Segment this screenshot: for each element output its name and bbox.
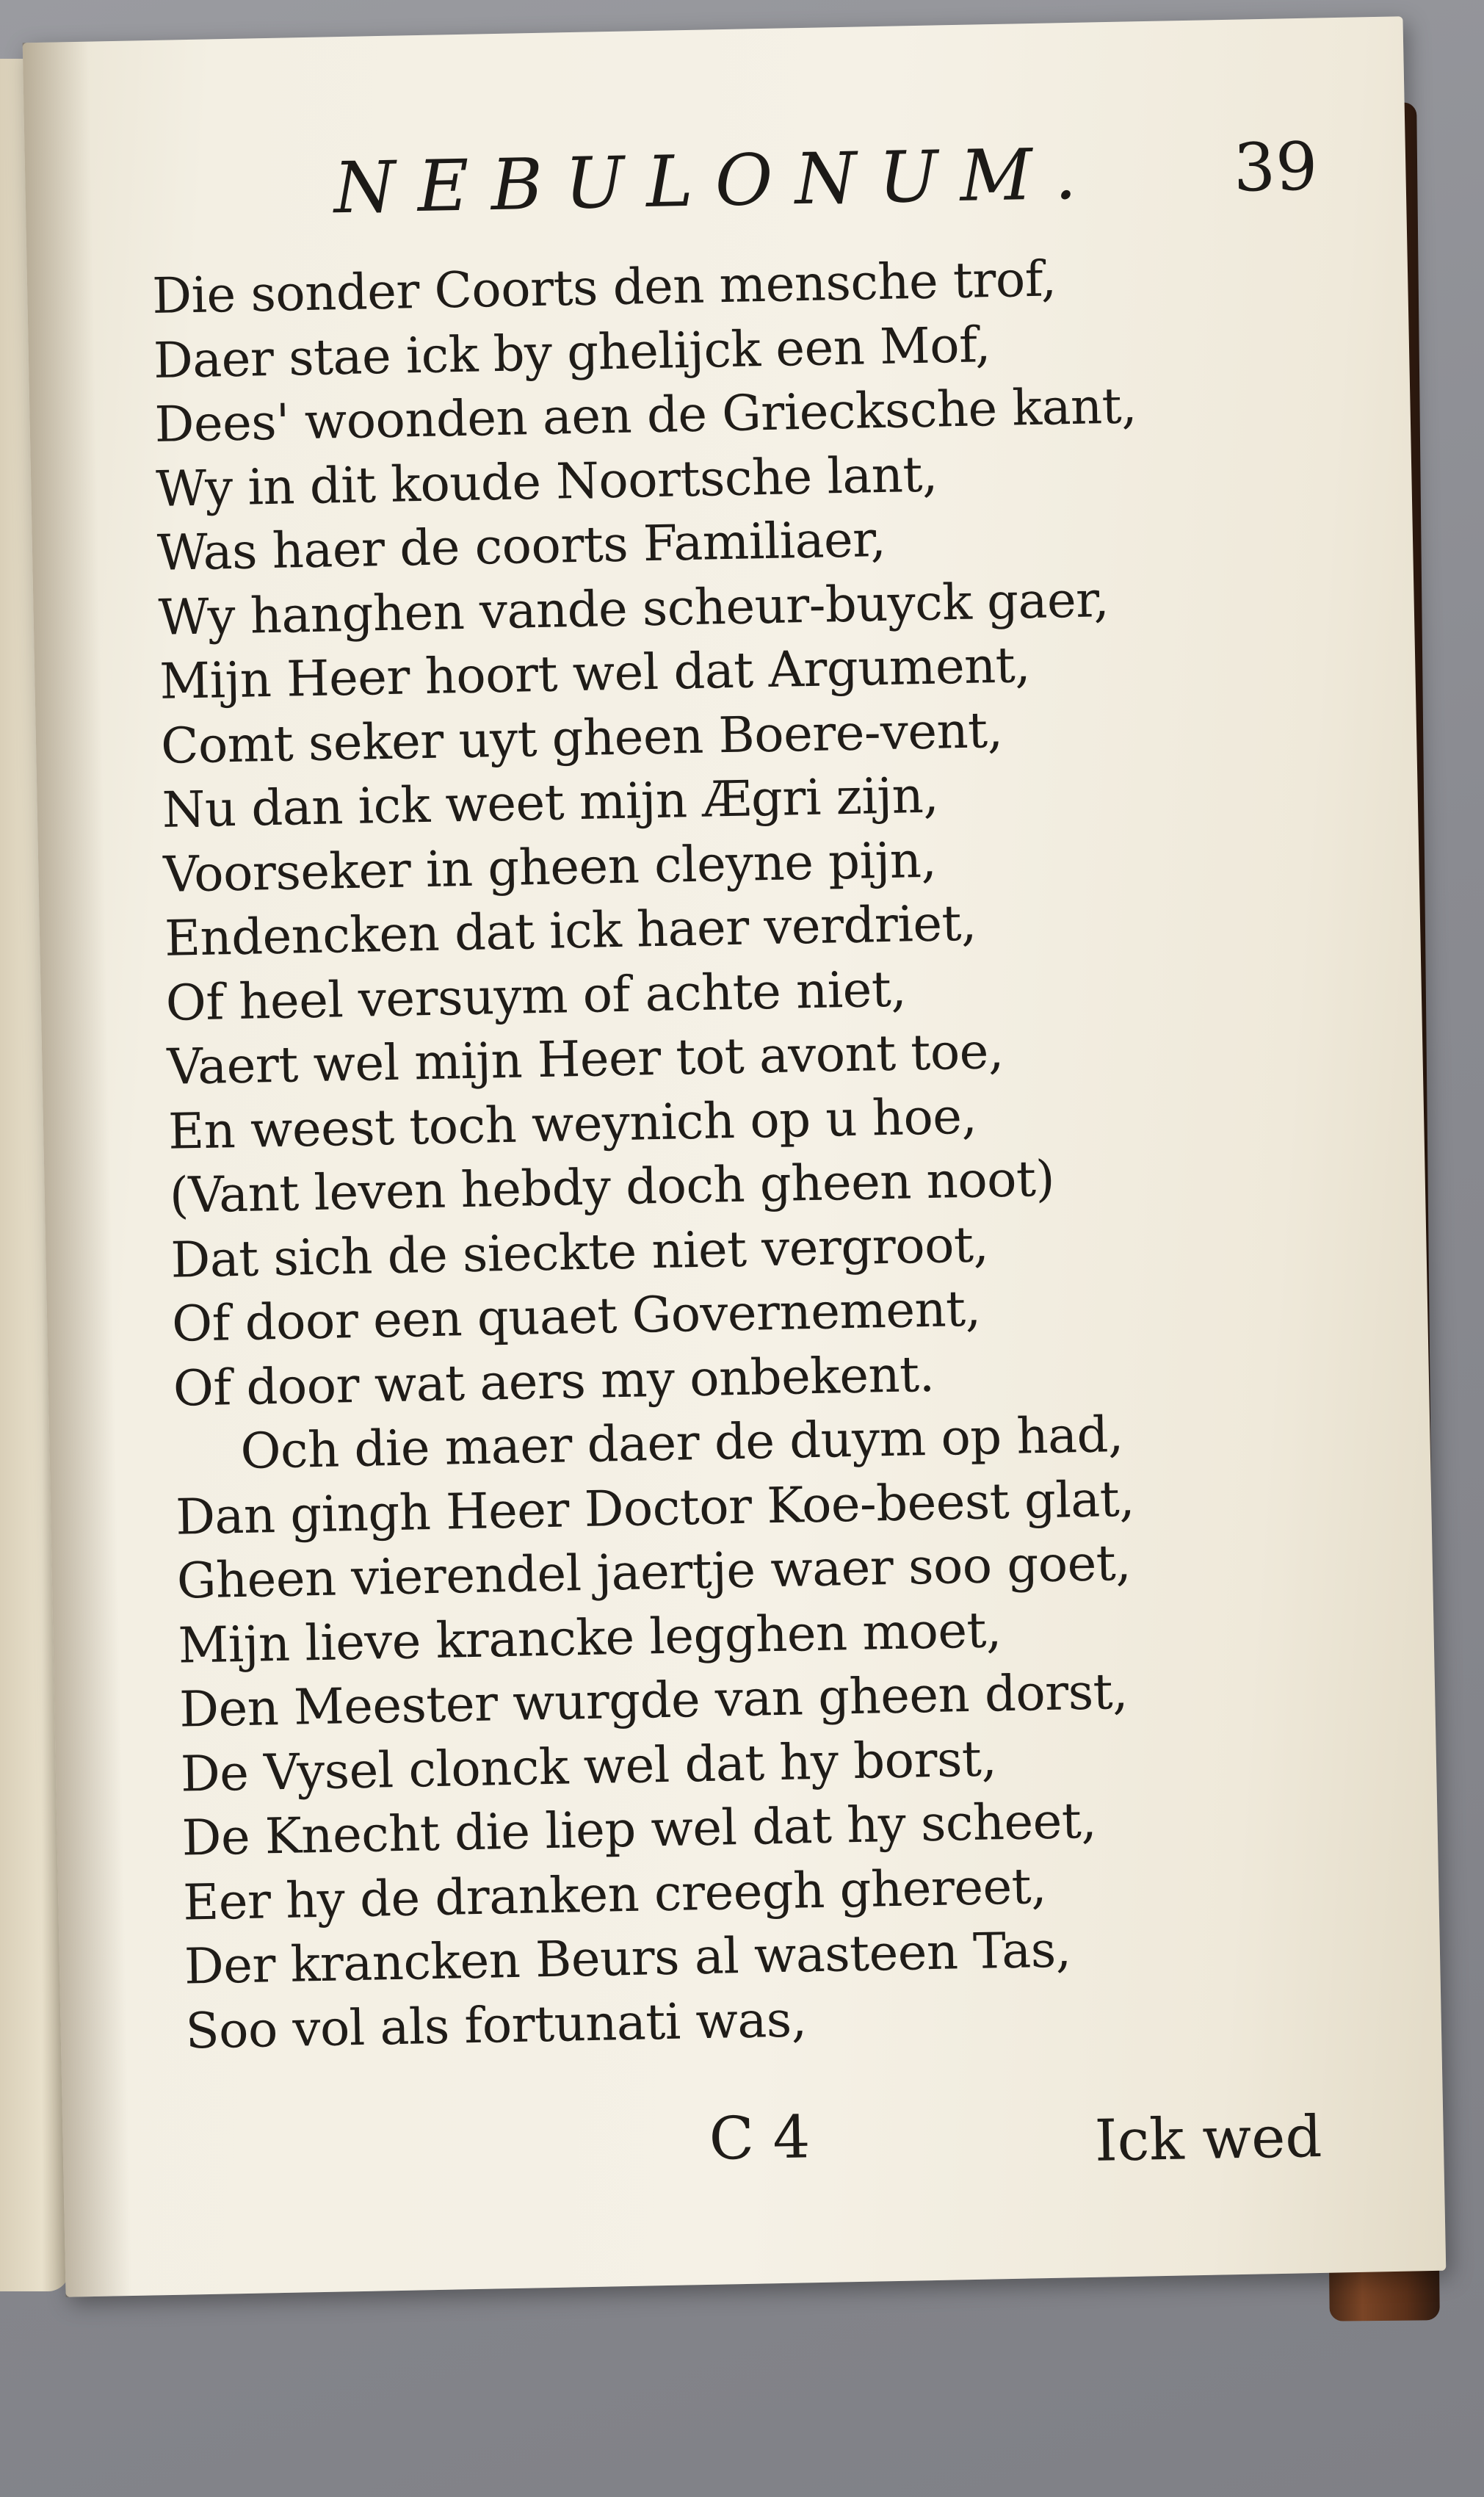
running-title: NEBULONUM. bbox=[333, 132, 1100, 230]
verse-line: Dat sich de sieckte niet vergroot, bbox=[170, 1215, 989, 1289]
catchword: Ick wed bbox=[1093, 2103, 1323, 2175]
verse-line: Comt seker uyt gheen Boere-vent, bbox=[160, 701, 1004, 775]
verse-line: Eer hy de dranken creegh ghereet, bbox=[182, 1857, 1047, 1932]
verse-line: Of heel versuym of achte niet, bbox=[165, 959, 907, 1032]
verse-line: Der krancken Beurs al wasteen Tas, bbox=[184, 1920, 1072, 1995]
verse-text bbox=[152, 243, 1288, 2063]
verse-line: Die sonder Coorts den mensche trof, bbox=[151, 250, 1057, 325]
verse-line: Endencken dat ick haer verdriet, bbox=[164, 894, 977, 967]
verse-line: Was haer de coorts Familiaer, bbox=[156, 510, 886, 582]
verse-line: De Knecht die liep wel dat hy scheet, bbox=[181, 1791, 1097, 1867]
page-header bbox=[333, 129, 1320, 258]
verse-line: Soo vol als fortunati was, bbox=[184, 1990, 808, 2060]
verse-line: Wy in dit koude Noortsche lant, bbox=[155, 445, 938, 518]
verse-line: Voorseker in gheen cleyne pijn, bbox=[162, 831, 937, 903]
verse-line: (Vant leven hebdy doch gheen noot) bbox=[169, 1149, 1055, 1224]
verse-line: Mijn Heer hoort wel dat Argument, bbox=[159, 636, 1031, 710]
verse-line: Mijn lieve krancke legghen moet, bbox=[177, 1600, 1002, 1674]
verse-line: Och die maer daer de duym op had, bbox=[239, 1405, 1124, 1480]
verse-line: Of door wat aers my onbekent. bbox=[173, 1345, 935, 1417]
verse-line: Wy hanghen vande scheur-buyck gaer, bbox=[158, 570, 1110, 646]
verse-line: Nu dan ick weet mijn Ægri zijn, bbox=[162, 766, 939, 839]
verse-line: Daer stae ick by ghelijck een Mof, bbox=[153, 315, 991, 389]
book-page bbox=[23, 16, 1447, 2297]
verse-line: Dees' woonden aen de Griecksche kant, bbox=[153, 377, 1137, 453]
page-number: 39 bbox=[1232, 128, 1319, 207]
verse-line: De Vysel clonck wel dat hy borst, bbox=[180, 1729, 997, 1803]
verse-line: Den Meester wurgde van gheen dorst, bbox=[178, 1662, 1129, 1738]
verse-line: En weest toch weynich op u hoe, bbox=[167, 1087, 977, 1160]
verse-line: Dan gingh Heer Doctor Koe-beest glat, bbox=[175, 1470, 1135, 1546]
verse-line: Gheen vierendel jaertje waer soo goet, bbox=[176, 1533, 1132, 1610]
verse-line: Of door een quaet Governement, bbox=[171, 1279, 982, 1353]
signature-mark: C 4 bbox=[708, 2103, 811, 2173]
verse-line: Vaert wel mijn Heer tot avont toe, bbox=[166, 1022, 1005, 1096]
